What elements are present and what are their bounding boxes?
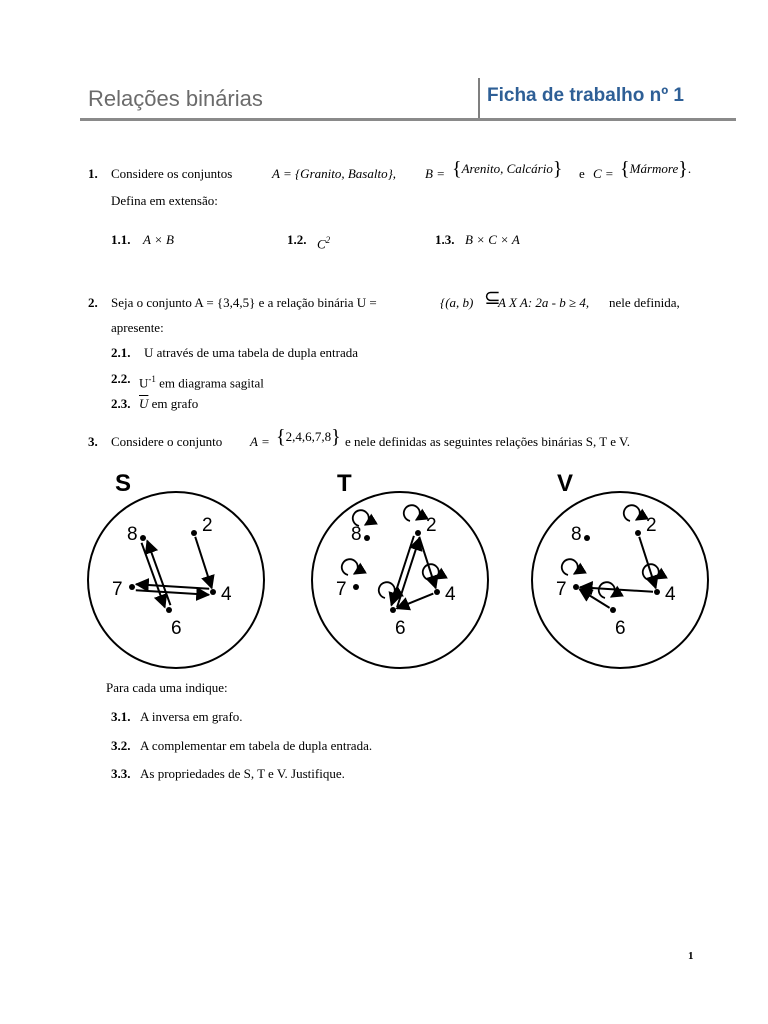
node-v-8	[584, 535, 590, 541]
q2-3-number: 2.3.	[111, 396, 131, 411]
edge-s-4-7	[136, 584, 209, 589]
node-label-t-7: 7	[336, 579, 347, 600]
edge-t-4-6	[397, 594, 434, 609]
q2-1-text: U através de uma tabela de dupla entrada	[144, 345, 359, 360]
q1-set-b-elements: Arenito, Calcário	[461, 161, 553, 176]
q2-number: 2.	[88, 295, 98, 310]
node-label-s-2: 2	[202, 515, 213, 536]
q1-set-a: A = {Granito, Basalto},	[272, 166, 397, 181]
node-label-s-8: 8	[127, 524, 138, 545]
q3-number: 3.	[88, 434, 98, 449]
q3-set-elements: 2,4,6,7,8	[285, 429, 332, 444]
q1-number: 1.	[88, 166, 98, 181]
q3-instruction: Para cada uma indique:	[106, 680, 228, 695]
graph-s	[88, 492, 264, 668]
edge-t-2-6	[391, 536, 414, 605]
node-label-v-6: 6	[615, 618, 626, 639]
q3-1-number: 3.1.	[111, 709, 131, 724]
node-label-v-8: 8	[571, 524, 582, 545]
document-title: Relações binárias	[88, 86, 263, 111]
q1-set-b-prefix: B =	[425, 166, 445, 181]
node-s-2	[191, 530, 197, 536]
graph-t-label: T	[337, 470, 352, 497]
q3-intro: Considere o conjunto	[111, 434, 223, 449]
node-label-v-4: 4	[665, 584, 676, 605]
q3-rest: e nele definidas as seguintes relações binárias S, T e V.	[345, 434, 630, 449]
q2-2-base: U	[139, 375, 149, 391]
node-label-v-2: 2	[646, 515, 657, 536]
edge-s-2-4	[195, 537, 212, 588]
node-label-s-6: 6	[171, 618, 182, 639]
node-t-7	[353, 584, 359, 590]
loop-v-7	[562, 559, 578, 575]
q3-1-text: A inversa em grafo.	[140, 709, 243, 724]
node-t-2	[415, 530, 421, 536]
node-v-7	[573, 584, 579, 590]
worksheet-label: Ficha de trabalho nº 1	[487, 85, 684, 106]
loop-t-2	[404, 505, 420, 521]
node-label-t-8: 8	[351, 524, 362, 545]
q1-set-c: {Mármore}.	[620, 158, 692, 180]
q2-2-number: 2.2.	[111, 371, 131, 386]
node-v-6	[610, 607, 616, 613]
q1-2-number: 1.2.	[287, 232, 307, 247]
q1-1-number: 1.1.	[111, 232, 131, 247]
q1-1-text: A × B	[143, 232, 174, 247]
graph-v	[532, 492, 708, 668]
q3-3-number: 3.3.	[111, 766, 131, 781]
q1-set-b: {Arenito, Calcário}	[452, 158, 563, 180]
subset-symbol: ⊆	[484, 287, 501, 309]
q1-instruction: Defina em extensão:	[111, 193, 218, 208]
q2-line1-a: Seja o conjunto A = {3,4,5} e a relação binária U =	[111, 295, 377, 310]
q3-2-number: 3.2.	[111, 738, 131, 753]
graph-t	[312, 492, 488, 668]
edge-t-6-2	[397, 538, 420, 607]
node-label-s-4: 4	[221, 584, 232, 605]
node-t-8	[364, 535, 370, 541]
q1-set-c-elements: Mármore	[629, 161, 679, 176]
node-label-t-2: 2	[426, 515, 437, 536]
edge-s-6-8	[147, 541, 170, 605]
q1-set-c-prefix: C =	[593, 166, 614, 181]
q3-3-text: As propriedades de S, T e V. Justifique.	[140, 766, 345, 781]
graph-s-label: S	[115, 470, 132, 497]
q1-3-number: 1.3.	[435, 232, 455, 247]
node-v-4	[654, 589, 660, 595]
node-v-2	[635, 530, 641, 536]
node-t-6	[390, 607, 396, 613]
node-label-t-6: 6	[395, 618, 406, 639]
node-t-4	[434, 589, 440, 595]
q2-line2: apresente:	[111, 320, 164, 335]
q1-2-base: C	[317, 236, 326, 252]
q1-3-text: B × C × A	[465, 232, 520, 247]
loop-v-2	[624, 505, 640, 521]
q3-set: {2,4,6,7,8}	[276, 426, 341, 448]
page-number: 1	[688, 950, 694, 962]
loop-t-6	[379, 582, 395, 598]
q1-conjunction: e	[579, 166, 585, 181]
q1-2-exponent: 2	[325, 235, 331, 245]
loop-t-7	[342, 559, 358, 575]
q3-set-prefix: A =	[250, 434, 270, 449]
q3-2-text: A complementar em tabela de dupla entrada.	[140, 738, 373, 753]
q2-2-rest: em diagrama sagital	[159, 375, 264, 391]
graph-v-label: V	[557, 470, 574, 497]
q2-line1-c: A X A: 2a - b ≥ 4,	[498, 295, 590, 310]
node-label-v-7: 7	[556, 579, 567, 600]
node-label-t-4: 4	[445, 584, 456, 605]
q2-3-rest: em grafo	[151, 396, 199, 411]
node-s-7	[129, 584, 135, 590]
node-s-6	[166, 607, 172, 613]
q1-intro: Considere os conjuntos	[111, 166, 233, 181]
node-s-8	[140, 535, 146, 541]
node-s-4	[210, 589, 216, 595]
q2-line1-b: {(a, b)	[440, 295, 474, 310]
edge-s-8-6	[142, 543, 165, 607]
edge-s-7-4	[136, 590, 209, 595]
edge-v-6-7	[579, 589, 609, 608]
q2-1-number: 2.1.	[111, 345, 131, 360]
q2-3-base: $\overline{U}$	[139, 396, 149, 411]
q2-2-exponent: -1	[148, 374, 156, 384]
edge-v-4-7	[580, 587, 653, 592]
q2-line1-d: nele definida,	[609, 295, 680, 310]
node-label-s-7: 7	[112, 579, 123, 600]
